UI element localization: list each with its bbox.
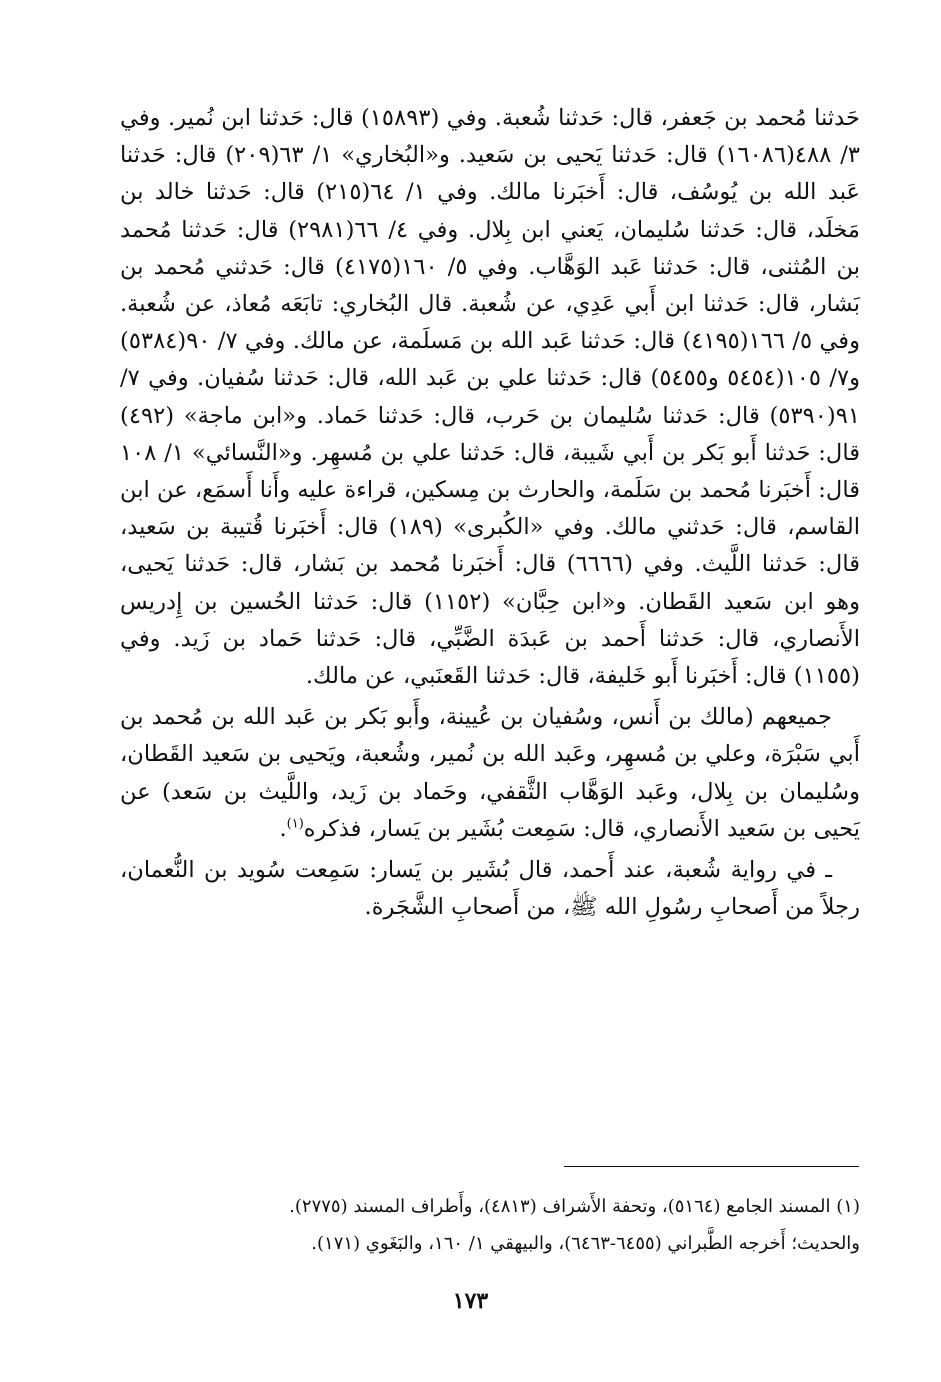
paragraph-narrators-period: .	[279, 815, 287, 842]
footnote-line: (١) المسند الجامع (٥١٦٤)، وتحفة الأَشراف (٤٨١٣)، وأَطراف المسند (٢٧٧٥).	[289, 1196, 860, 1217]
paragraph-narrators-text: جميعهم (مالك بن أَنس، وسُفيان بن عُيينة، وأَبو بَكر بن عَبد الله بن مُحمد بن أَبي سَبْرَة، وعلي بن مُسهِر، وعَبد الله بن نُمير، وشُعبة، ويَحيى بن سَعيد القَطان، وسُليمان بن بِلال، وعَبد الوَهَّاب الثَّقفي، وحَماد بن زَيد، واللَّيث بن سَعد) عن يَحيى بن سَعيد الأَنصاري، قال: سَمِعت بُشَير بن يَسار، فذكره	[120, 704, 860, 842]
footnotes	[120, 1188, 860, 1262]
main-text	[120, 100, 860, 926]
footnote-separator	[564, 1166, 859, 1167]
footnote-line: والحديث؛ أَخرجه الطَّبراني (٦٤٥٥-٦٤٦٣)، والبيهقي ١/ ١٦٠، والبَغَوي (١٧١).	[311, 1233, 860, 1254]
paragraph-hadith-chain: حَدثنا مُحمد بن جَعفر، قال: حَدثنا شُعبة. وفي (١٥٨٩٣) قال: حَدثنا ابن نُمير. وفي ٣/ ٤٨٨(١٦٠٨٦) قال: حَدثنا يَحيى بن سَعيد. و«البُخاري» ١/ ٦٣(٢٠٩) قال: حَدثنا عَبد الله بن يُوسُف، قال: أَخبَرنا مالك. وفي ١/ ٦٤(٢١٥) قال: حَدثنا خالد بن مَخلَد، قال: حَدثنا سُليمان، يَعني ابن بِلال. وفي ٤/ ٦٦(٢٩٨١) قال: حَدثنا مُحمد بن المُثنى، قال: حَدثنا عَبد الوَهَّاب. وفي ٥/ ١٦٠(٤١٧٥) قال: حَدثني مُحمد بن بَشار، قال: حَدثنا ابن أَبي عَدِي، عن شُعبة. قال البُخاري: تابَعَه مُعاذ، عن شُعبة. وفي ٥/ ١٦٦(٤١٩٥) قال: حَدثنا عَبد الله بن مَسلَمة، عن مالك. وفي ٧/ ٩٠(٥٣٨٤) و٧/ ١٠٥(٥٤٥٤ و٥٤٥٥) قال: حَدثنا علي بن عَبد الله، قال: حَدثنا سُفيان. وفي ٧/ ٩١(٥٣٩٠) قال: حَدثنا سُليمان بن حَرب، قال: حَدثنا حَماد. و«ابن ماجة» (٤٩٢) قال: حَدثنا أَبو بَكر بن أَبي شَيبة، قال: حَدثنا علي بن مُسهِر. و«النَّسائي» ١/ ١٠٨ قال: أَخبَرنا مُحمد بن سَلَمة، والحارث بن مِسكين، قراءة عليه وأَنا أَسمَع، عن ابن القاسم، قال: حَدثني مالك. وفي «الكُبرى» (١٨٩) قال: أَخبَرنا قُتيبة بن سَعيد، قال: حَدثنا اللَّيث. وفي (٦٦٦٦) قال: أَخبَرنا مُحمد بن بَشار، قال: حَدثنا يَحيى، وهو ابن سَعيد القَطان. و«ابن حِبَّان» (١١٥٢) قال: حَدثنا الحُسين بن إِدريس الأَنصاري، قال: حَدثنا أَحمد بن عَبدَة الضَّبِّي، قال: حَدثنا حَماد بن زَيد. وفي (١١٥٥) قال: أَخبَرنا أَبو خَليفة، قال: حَدثنا القَعنَبي، عن مالك.	[120, 105, 861, 690]
paragraph-narrators	[120, 699, 860, 848]
paragraph-shuba-narration: ـ في رواية شُعبة، عند أَحمد، قال بُشَير بن يَسار: سَمِعت سُويد بن النُّعمان، رجلاً من أَصحابِ رسُولِ الله ﷺ، من أَصحابِ الشَّجَرة.	[120, 857, 860, 921]
page-number: ١٧٣	[452, 1288, 489, 1314]
footnote-reference: (١)	[286, 816, 304, 832]
